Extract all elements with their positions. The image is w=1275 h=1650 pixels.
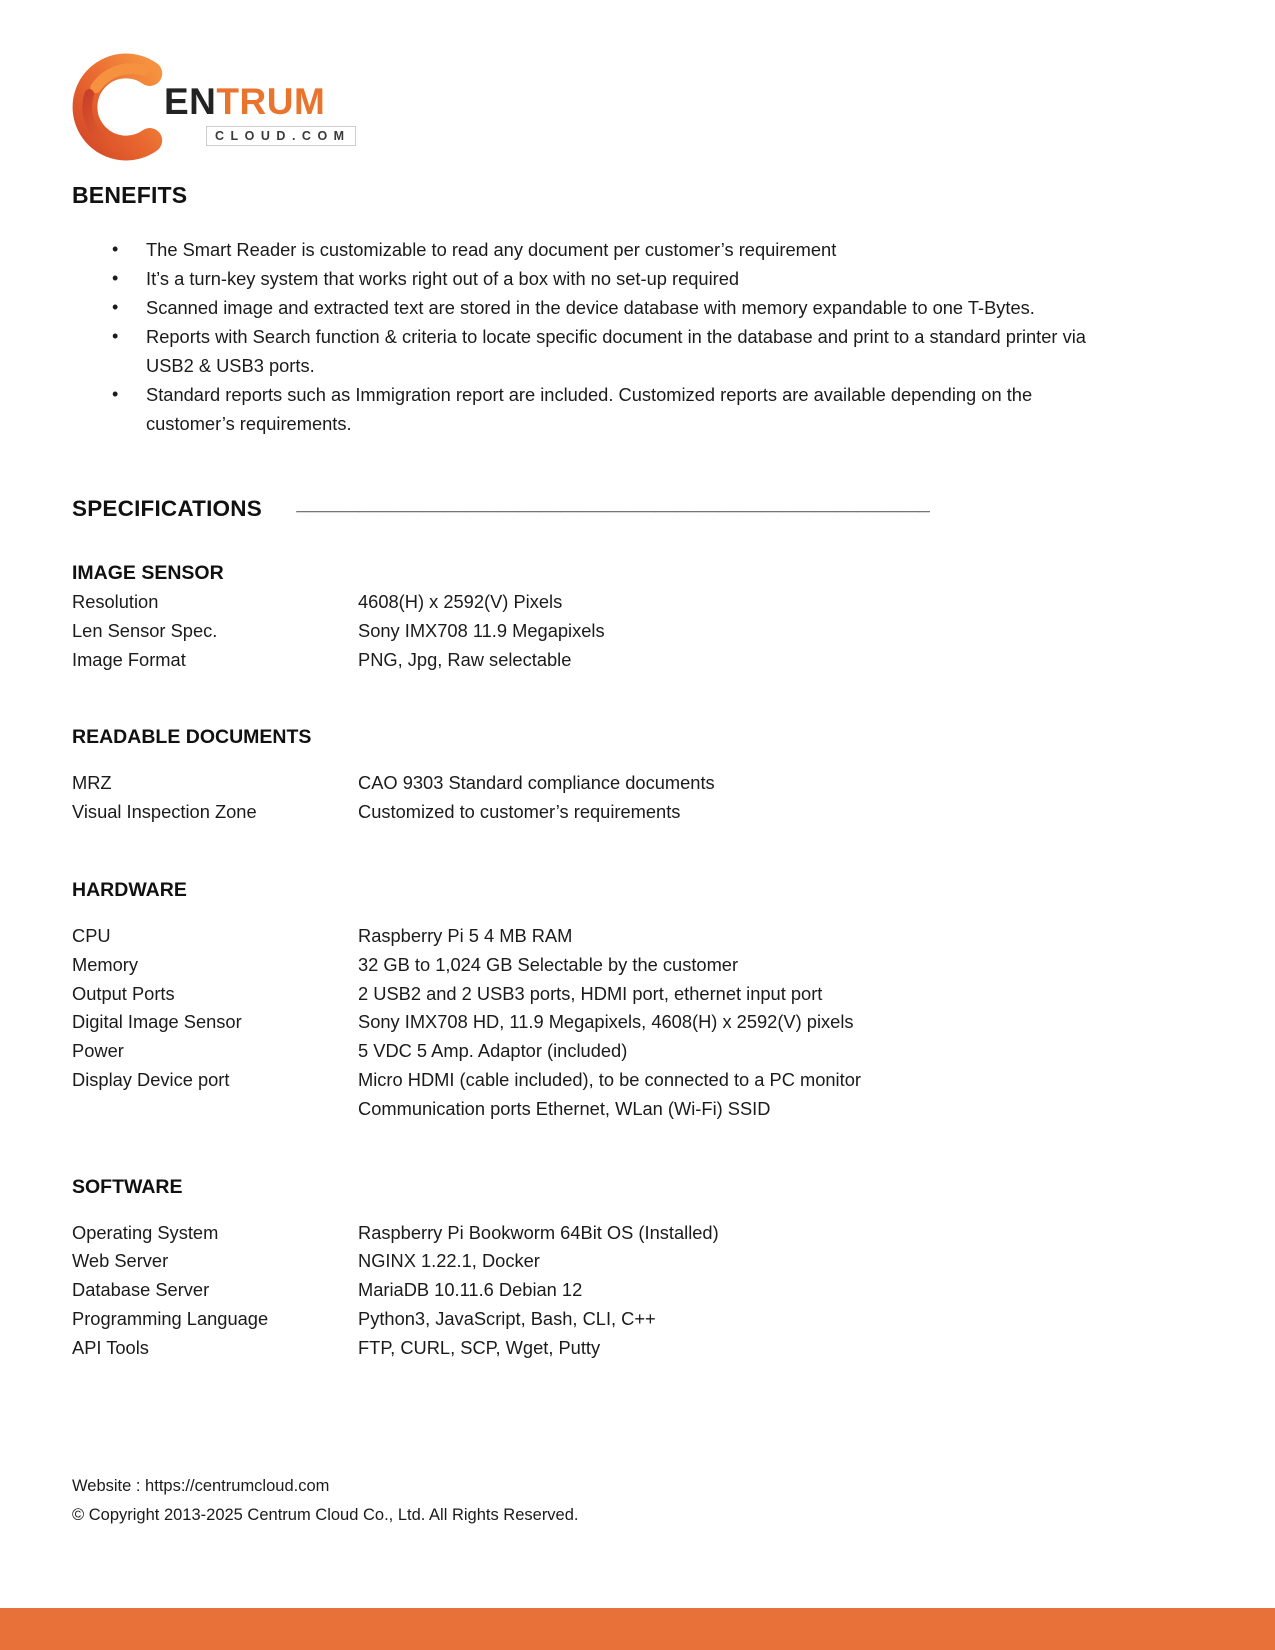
logo-wordmark (164, 80, 356, 146)
spec-label: Resolution (72, 591, 159, 612)
benefit-item (110, 264, 1120, 293)
spec-row (72, 588, 1203, 617)
spec-row (72, 617, 1203, 646)
footer-website: Website : https://centrumcloud.com (72, 1477, 330, 1495)
spec-value: Raspberry Pi 5 4 MB RAM (358, 924, 573, 946)
bullet-icon: • (112, 268, 119, 288)
hardware-rows (72, 922, 1203, 1124)
page-footer (72, 1472, 579, 1530)
section-heading-software: SOFTWARE (72, 1175, 183, 1198)
bullet-icon: • (112, 326, 119, 346)
spec-label: Visual Inspection Zone (72, 801, 257, 823)
specifications-heading-row (72, 494, 1203, 522)
spec-value: MariaDB 10.11.6 Debian 12 (358, 1279, 583, 1301)
spec-label: Digital Image Sensor (72, 1011, 242, 1033)
benefit-item (110, 322, 1120, 380)
benefits-list (110, 235, 1120, 438)
benefit-text: Reports with Search function & criteria to locate specific document in the database and print to a standard printer via USB2 & USB3 ports. (146, 326, 1086, 376)
spec-row (72, 1247, 1203, 1276)
spec-label: Database Server (72, 1279, 210, 1301)
spec-row (72, 1334, 1203, 1363)
spec-row (72, 1008, 1203, 1037)
benefit-item (110, 235, 1120, 264)
spec-label: API Tools (72, 1336, 149, 1358)
spec-row (72, 980, 1203, 1009)
spec-label: Power (72, 1040, 124, 1062)
spec-label: Len Sensor Spec. (72, 619, 218, 641)
spec-value: PNG, Jpg, Raw selectable (358, 648, 572, 670)
spec-value: 2 USB2 and 2 USB3 ports, HDMI port, ethernet input port (358, 982, 823, 1004)
spec-row (72, 1276, 1203, 1305)
spec-label: Operating System (72, 1221, 219, 1243)
spec-label: Memory (72, 953, 139, 975)
spec-label: Programming Language (72, 1307, 269, 1329)
bullet-icon: • (112, 297, 119, 317)
spec-value: Customized to customer’s requirements (358, 801, 681, 823)
spec-value: Sony IMX708 HD, 11.9 Megapixels, 4608(H) x 2592(V) pixels (358, 1011, 854, 1033)
spec-value: Communication ports Ethernet, WLan (Wi-Fi) SSID (358, 1097, 771, 1119)
spec-label: CPU (72, 924, 111, 946)
benefit-item (110, 293, 1120, 322)
spec-label (72, 1095, 358, 1124)
bullet-icon: • (112, 384, 119, 404)
section-heading-image-sensor: IMAGE SENSOR (72, 562, 224, 584)
benefits-heading: BENEFITS (72, 182, 188, 208)
spec-row (72, 1305, 1203, 1334)
benefit-text: Scanned image and extracted text are stored in the device database with memory expandable to one T-Bytes. (146, 297, 1035, 318)
logo-text-trum: TRUM (216, 80, 326, 122)
spec-value: CAO 9303 Standard compliance documents (358, 772, 715, 794)
benefit-text: Standard reports such as Immigration report are included. Customized reports are available depending on the customer’s requirements. (146, 384, 1033, 434)
spec-row (72, 769, 1203, 798)
spec-row (72, 1095, 1203, 1124)
spec-value: Raspberry Pi Bookworm 64Bit OS (Installed) (358, 1221, 719, 1243)
logo-text-cloud-com: CLOUD.COM (206, 126, 356, 146)
spec-value: Python3, JavaScript, Bash, CLI, C++ (358, 1307, 656, 1329)
spec-value: FTP, CURL, SCP, Wget, Putty (358, 1336, 601, 1358)
spec-value: 32 GB to 1,024 GB Selectable by the customer (358, 953, 739, 975)
spec-label: Display Device port (72, 1068, 230, 1090)
image-sensor-rows (72, 588, 1203, 674)
benefit-text: The Smart Reader is customizable to read any document per customer’s requirement (146, 239, 837, 260)
benefit-item (110, 380, 1120, 438)
spec-row (72, 646, 1203, 675)
spec-value: Micro HDMI (cable included), to be connected to a PC monitor (358, 1068, 861, 1090)
bullet-icon: • (112, 239, 119, 259)
benefit-text: It’s a turn-key system that works right out of a box with no set-up required (146, 268, 740, 289)
spec-value: 4608(H) x 2592(V) Pixels (358, 591, 563, 612)
logo-line-centrum (164, 80, 326, 122)
centrum-cloud-logo (72, 52, 1203, 162)
spec-value: 5 VDC 5 Amp. Adaptor (included) (358, 1040, 628, 1062)
readable-documents-rows (72, 769, 1203, 827)
section-heading-hardware: HARDWARE (72, 878, 187, 901)
logo-text-en: EN (164, 80, 217, 122)
section-heading-readable-documents: READABLE DOCUMENTS (72, 726, 312, 749)
spec-label: MRZ (72, 772, 112, 794)
spec-value: NGINX 1.22.1, Docker (358, 1250, 540, 1272)
specifications-heading: SPECIFICATIONS (72, 496, 262, 521)
bottom-accent-bar (0, 1608, 1275, 1650)
spec-label: Output Ports (72, 982, 175, 1004)
spec-row (72, 798, 1203, 827)
specifications-rule: ____________________________________________________________ (296, 494, 931, 515)
footer-copyright: © Copyright 2013-2025 Centrum Cloud Co., Ltd. All Rights Reserved. (72, 1506, 579, 1524)
spec-row (72, 951, 1203, 980)
software-rows (72, 1219, 1203, 1363)
spec-row (72, 1037, 1203, 1066)
spec-label: Image Format (72, 648, 186, 670)
spec-row (72, 1066, 1203, 1095)
spec-value: Sony IMX708 11.9 Megapixels (358, 619, 605, 641)
spec-row (72, 922, 1203, 951)
spec-label: Web Server (72, 1250, 169, 1272)
spec-row (72, 1219, 1203, 1248)
